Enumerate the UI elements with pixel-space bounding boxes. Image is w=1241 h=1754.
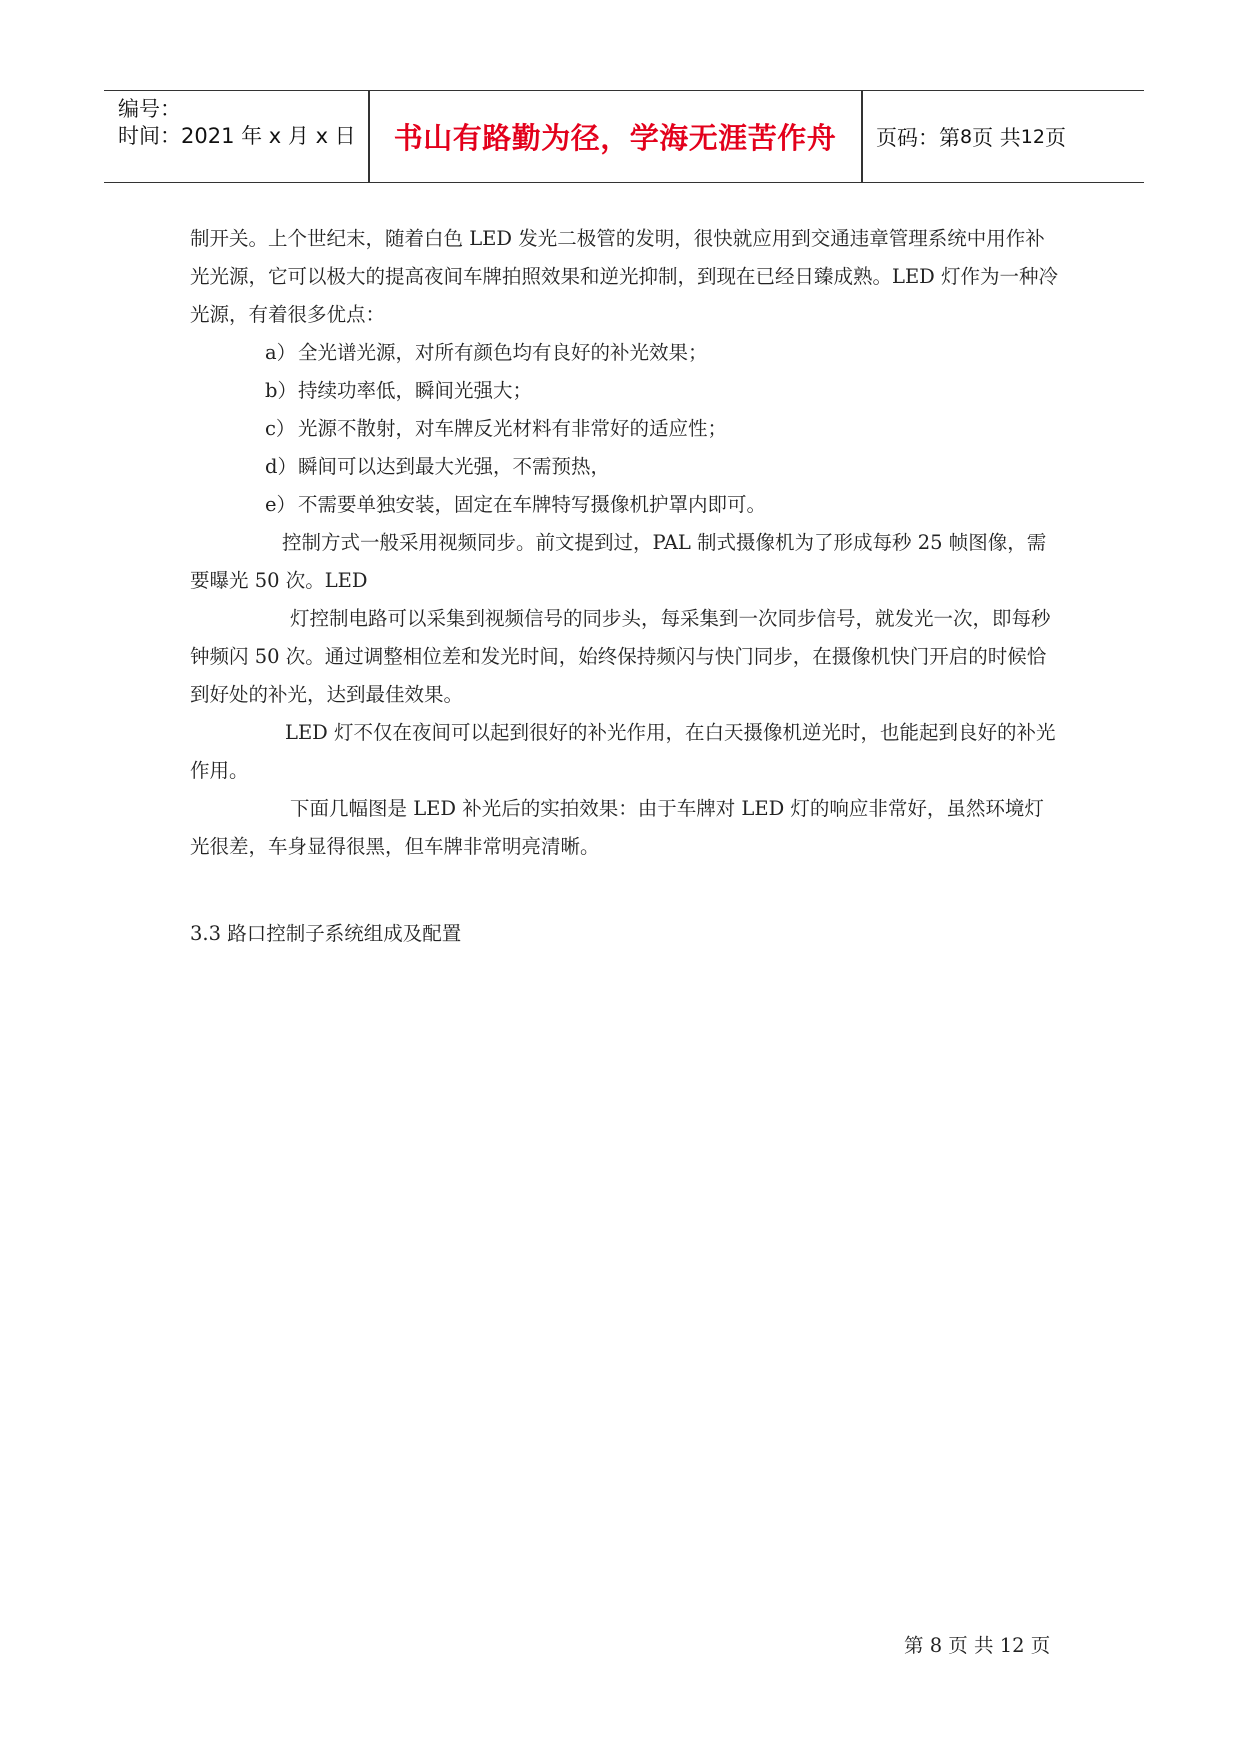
list-marker: d） <box>265 455 297 478</box>
document-body <box>190 220 1060 866</box>
page-current: 8 <box>960 125 973 148</box>
paragraph-led-intro: 制开关。上个世纪末，随着白色 LED 发光二极管的发明，很快就应用到交通违章管理系统中用作补光光源，它可以极大的提高夜间车牌拍照效果和逆光抑制，到现在已经日臻成熟。LED 灯作为一种冷光源，有着很多优点： <box>190 227 1059 326</box>
page-total: 12 <box>1020 125 1045 148</box>
list-marker: a） <box>265 341 297 364</box>
page-mid: 页 共 <box>972 125 1021 150</box>
list-item <box>190 372 1060 410</box>
paragraph-led-daytime: LED 灯不仅在夜间可以起到很好的补光作用，在白天摄像机逆光时，也能起到良好的补光作用。 <box>190 721 1056 782</box>
header-motto: 书山有路勤为径，学海无涯苦作舟 <box>393 121 837 155</box>
page-prefix: 页码：第 <box>876 125 960 150</box>
list-item <box>190 448 1060 486</box>
header-divider <box>861 91 863 182</box>
list-marker: c） <box>265 417 296 440</box>
header-meta <box>118 91 368 182</box>
list-item-text: 不需要单独安装，固定在车牌特写摄像机护罩内即可。 <box>298 493 767 516</box>
page-header <box>104 90 1144 183</box>
list-item <box>190 410 1060 448</box>
list-item-text: 光源不散射，对车牌反光材料有非常好的适应性； <box>298 417 728 440</box>
document-time-label: 时间：2021 年 x 月 x 日 <box>118 124 356 148</box>
list-marker: e） <box>265 493 297 516</box>
list-item <box>190 486 1060 524</box>
list-marker: b） <box>265 379 297 402</box>
page-suffix: 页 <box>1044 125 1066 150</box>
paragraph-photo-effect: 下面几幅图是 LED 补光后的实拍效果：由于车牌对 LED 灯的响应非常好，虽然环境灯光很差，车身显得很黑，但车牌非常明亮清晰。 <box>190 797 1044 858</box>
list-item-text: 瞬间可以达到最大光强，不需预热， <box>298 455 611 478</box>
advantages-list <box>190 334 1060 524</box>
page-footer: 第 8 页 共 12 页 <box>904 1634 1051 1657</box>
list-item <box>190 334 1060 372</box>
list-item-text: 持续功率低，瞬间光强大； <box>298 379 533 402</box>
document-number-label: 编号： <box>118 97 181 121</box>
paragraph-control-circuit: 灯控制电路可以采集到视频信号的同步头，每采集到一次同步信号，就发光一次，即每秒钟频闪 50 次。通过调整相位差和发光时间，始终保持频闪与快门同步，在摄像机快门开启的时候恰到好处的补光，达到最佳效果。 <box>190 607 1051 706</box>
section-heading: 3.3 路口控制子系统组成及配置 <box>190 922 462 945</box>
list-item-text: 全光谱光源，对所有颜色均有良好的补光效果； <box>298 341 708 364</box>
paragraph-control-method: 控制方式一般采用视频同步。前文提到过，PAL 制式摄像机为了形成每秒 25 帧图像，需要曝光 50 次。LED <box>190 531 1047 592</box>
header-page-info <box>876 91 1066 182</box>
